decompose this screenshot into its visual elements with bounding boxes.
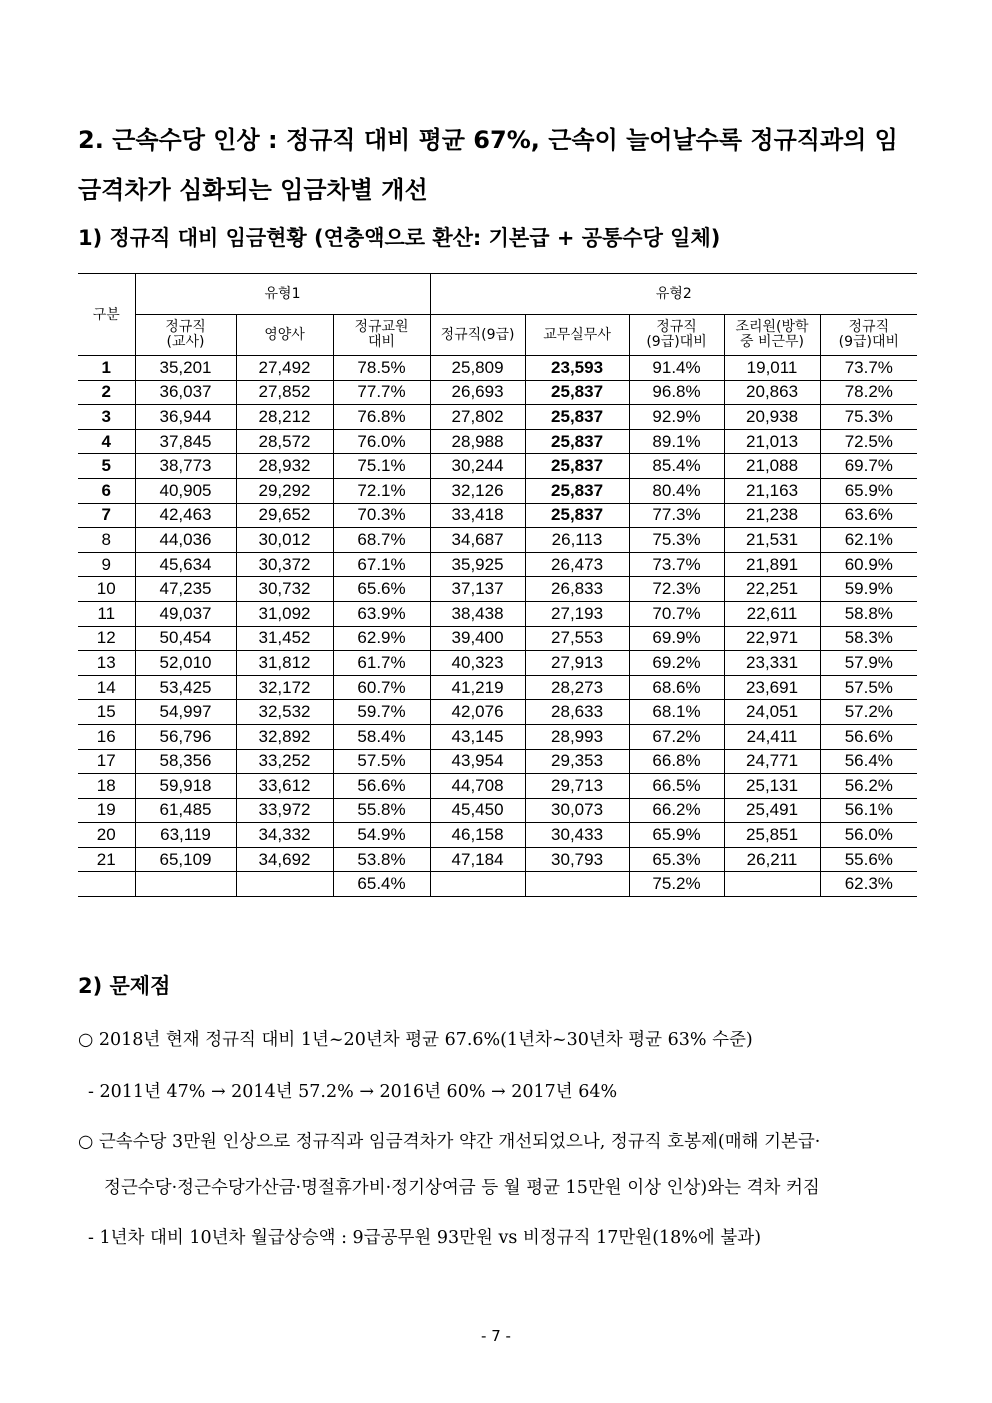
table-cell: 56.1% [820, 798, 917, 823]
table-cell: 47,184 [430, 847, 525, 872]
table-cell: 61.7% [333, 651, 430, 676]
column-header-line: 조리원(방학 [735, 319, 809, 335]
table-cell: 67.1% [333, 552, 430, 577]
table-cell: 46,158 [430, 823, 525, 848]
year-cell: 21 [78, 847, 135, 872]
table-cell: 77.3% [629, 503, 724, 528]
table-cell: 65,109 [135, 847, 236, 872]
table-cell: 65.3% [629, 847, 724, 872]
page-number: - 7 - [481, 1327, 511, 1345]
year-cell: 15 [78, 700, 135, 725]
table-cell: 32,126 [430, 478, 525, 503]
table-cell: 26,211 [724, 847, 820, 872]
column-header [333, 315, 430, 356]
year-cell: 8 [78, 528, 135, 553]
table-cell: 58,356 [135, 749, 236, 774]
table-cell: 26,473 [525, 552, 629, 577]
table-cell: 23,331 [724, 651, 820, 676]
table-cell: 32,892 [236, 724, 333, 749]
table-cell: 85.4% [629, 454, 724, 479]
table-cell: 66.5% [629, 774, 724, 799]
table-cell: 42,076 [430, 700, 525, 725]
table-cell: 50,454 [135, 626, 236, 651]
table-cell: 25,837 [525, 454, 629, 479]
table-cell: 70.3% [333, 503, 430, 528]
year-cell: 6 [78, 478, 135, 503]
table-cell: 62.9% [333, 626, 430, 651]
table-cell: 25,131 [724, 774, 820, 799]
table-cell: 72.1% [333, 478, 430, 503]
table-cell: 42,463 [135, 503, 236, 528]
table-row [78, 675, 917, 700]
year-cell: 9 [78, 552, 135, 577]
table-cell: 55.6% [820, 847, 917, 872]
table-cell: 35,201 [135, 356, 236, 381]
table-row [78, 700, 917, 725]
column-header [724, 315, 820, 356]
table-row [78, 724, 917, 749]
table-row [78, 601, 917, 626]
table-cell: 22,971 [724, 626, 820, 651]
table-cell: 60.7% [333, 675, 430, 700]
table-cell: 28,988 [430, 429, 525, 454]
table-cell: 28,212 [236, 405, 333, 430]
table-cell: 24,051 [724, 700, 820, 725]
table-cell: 23,593 [525, 356, 629, 381]
column-header [525, 315, 629, 356]
table-cell: 29,292 [236, 478, 333, 503]
table-cell: 29,353 [525, 749, 629, 774]
table-cell: 21,013 [724, 429, 820, 454]
problem-point-2-detail: - 1년차 대비 10년차 월급상승액 : 9급공무원 93만원 vs 비정규직 17만원(18%에 불과) [88, 1228, 762, 1248]
table-cell: 21,891 [724, 552, 820, 577]
table-cell: 75.3% [629, 528, 724, 553]
average-row [78, 872, 917, 897]
table-cell: 59,918 [135, 774, 236, 799]
corner-header: 구분 [78, 274, 135, 356]
column-header-line: 정규직(9급) [440, 326, 515, 343]
table-row [78, 651, 917, 676]
table-cell: 21,163 [724, 478, 820, 503]
year-cell: 14 [78, 675, 135, 700]
table-cell: 69.2% [629, 651, 724, 676]
year-cell: 19 [78, 798, 135, 823]
table-cell: 68.6% [629, 675, 724, 700]
average-cell [525, 872, 629, 897]
table-cell: 62.1% [820, 528, 917, 553]
table-cell: 33,418 [430, 503, 525, 528]
table-cell: 34,692 [236, 847, 333, 872]
table-cell: 38,438 [430, 601, 525, 626]
table-cell: 53.8% [333, 847, 430, 872]
table-row [78, 577, 917, 602]
table-cell: 30,012 [236, 528, 333, 553]
table-cell: 57.5% [333, 749, 430, 774]
table-cell: 25,851 [724, 823, 820, 848]
table-cell: 30,732 [236, 577, 333, 602]
year-cell: 5 [78, 454, 135, 479]
table-cell: 57.2% [820, 700, 917, 725]
table-cell: 26,113 [525, 528, 629, 553]
average-cell [724, 872, 820, 897]
table-cell: 40,905 [135, 478, 236, 503]
column-header [135, 315, 236, 356]
table-cell: 22,611 [724, 601, 820, 626]
table-cell: 37,845 [135, 429, 236, 454]
table-cell: 22,251 [724, 577, 820, 602]
table-cell: 34,687 [430, 528, 525, 553]
table-cell: 69.9% [629, 626, 724, 651]
year-cell: 3 [78, 405, 135, 430]
year-cell: 1 [78, 356, 135, 381]
table-cell: 60.9% [820, 552, 917, 577]
column-header-line: 정규직 [848, 319, 890, 335]
year-cell: 2 [78, 380, 135, 405]
table-cell: 45,634 [135, 552, 236, 577]
table-cell: 96.8% [629, 380, 724, 405]
table-cell: 36,944 [135, 405, 236, 430]
table-cell: 20,863 [724, 380, 820, 405]
table-cell: 19,011 [724, 356, 820, 381]
table-cell: 63.9% [333, 601, 430, 626]
table-cell: 31,452 [236, 626, 333, 651]
table-cell: 28,572 [236, 429, 333, 454]
table-cell: 28,993 [525, 724, 629, 749]
table-cell: 30,073 [525, 798, 629, 823]
table-cell: 54,997 [135, 700, 236, 725]
table-cell: 73.7% [629, 552, 724, 577]
table-cell: 36,037 [135, 380, 236, 405]
average-cell [236, 872, 333, 897]
table-cell: 76.0% [333, 429, 430, 454]
table-cell: 38,773 [135, 454, 236, 479]
table-cell: 43,145 [430, 724, 525, 749]
table-cell: 65.6% [333, 577, 430, 602]
table-cell: 43,954 [430, 749, 525, 774]
year-cell: 11 [78, 601, 135, 626]
table-cell: 57.5% [820, 675, 917, 700]
group-header-type1: 유형1 [135, 274, 430, 315]
table-cell: 75.3% [820, 405, 917, 430]
column-header-line: 중 비근무) [740, 334, 805, 350]
wage-comparison-table [78, 273, 917, 897]
average-cell [430, 872, 525, 897]
table-cell: 24,411 [724, 724, 820, 749]
table-cell: 56.0% [820, 823, 917, 848]
table-cell: 26,833 [525, 577, 629, 602]
table-cell: 30,433 [525, 823, 629, 848]
average-cell: 65.4% [333, 872, 430, 897]
table-cell: 27,802 [430, 405, 525, 430]
table-cell: 28,273 [525, 675, 629, 700]
table-cell: 92.9% [629, 405, 724, 430]
table-cell: 28,932 [236, 454, 333, 479]
table-cell: 30,793 [525, 847, 629, 872]
table-row [78, 380, 917, 405]
table-cell: 54.9% [333, 823, 430, 848]
average-cell: 75.2% [629, 872, 724, 897]
column-header [629, 315, 724, 356]
table-cell: 58.8% [820, 601, 917, 626]
table-cell: 47,235 [135, 577, 236, 602]
table-cell: 25,837 [525, 429, 629, 454]
table-cell: 72.5% [820, 429, 917, 454]
table-cell: 25,837 [525, 478, 629, 503]
table-cell: 44,036 [135, 528, 236, 553]
table-cell: 61,485 [135, 798, 236, 823]
table-cell: 33,612 [236, 774, 333, 799]
table-cell: 25,809 [430, 356, 525, 381]
year-cell: 17 [78, 749, 135, 774]
group-header-type2: 유형2 [430, 274, 917, 315]
table-cell: 75.1% [333, 454, 430, 479]
table-cell: 35,925 [430, 552, 525, 577]
year-cell: 10 [78, 577, 135, 602]
table-cell: 69.7% [820, 454, 917, 479]
column-header [236, 315, 333, 356]
average-cell: 62.3% [820, 872, 917, 897]
problem-point-1: ○ 2018년 현재 정규직 대비 1년~20년차 평균 67.6%(1년차~30년차 평균 63% 수준) [78, 1030, 753, 1050]
table-cell: 63.6% [820, 503, 917, 528]
table-cell: 21,531 [724, 528, 820, 553]
table-cell: 56.6% [820, 724, 917, 749]
table-row [78, 478, 917, 503]
table-cell: 33,972 [236, 798, 333, 823]
table-cell: 70.7% [629, 601, 724, 626]
table-cell: 89.1% [629, 429, 724, 454]
table-cell: 78.5% [333, 356, 430, 381]
table-cell: 67.2% [629, 724, 724, 749]
table-row [78, 552, 917, 577]
table-cell: 28,633 [525, 700, 629, 725]
table-cell: 58.3% [820, 626, 917, 651]
average-cell [78, 872, 135, 897]
table-cell: 56.6% [333, 774, 430, 799]
table-cell: 66.8% [629, 749, 724, 774]
column-header [820, 315, 917, 356]
table-cell: 25,837 [525, 380, 629, 405]
table-cell: 76.8% [333, 405, 430, 430]
table-cell: 25,837 [525, 503, 629, 528]
column-header-line: 교무실무사 [543, 326, 611, 343]
table-cell: 52,010 [135, 651, 236, 676]
year-cell: 16 [78, 724, 135, 749]
table-cell: 21,088 [724, 454, 820, 479]
table-row [78, 847, 917, 872]
average-cell [135, 872, 236, 897]
table-cell: 59.9% [820, 577, 917, 602]
table-cell: 27,193 [525, 601, 629, 626]
year-cell: 12 [78, 626, 135, 651]
table-row [78, 503, 917, 528]
table-cell: 40,323 [430, 651, 525, 676]
table-cell: 34,332 [236, 823, 333, 848]
table-cell: 56.4% [820, 749, 917, 774]
table-cell: 80.4% [629, 478, 724, 503]
column-header [430, 315, 525, 356]
table-cell: 30,244 [430, 454, 525, 479]
table-cell: 25,837 [525, 405, 629, 430]
table-cell: 27,553 [525, 626, 629, 651]
year-cell: 18 [78, 774, 135, 799]
table-cell: 77.7% [333, 380, 430, 405]
table-row [78, 405, 917, 430]
table-cell: 78.2% [820, 380, 917, 405]
year-cell: 20 [78, 823, 135, 848]
table-row [78, 454, 917, 479]
table-cell: 27,852 [236, 380, 333, 405]
problem-point-2-continued: 정근수당·정근수당가산금·명절휴가비·정기상여금 등 월 평균 15만원 이상 인상)와는 격차 커짐 [104, 1178, 820, 1198]
table-cell: 66.2% [629, 798, 724, 823]
table-cell: 68.1% [629, 700, 724, 725]
table-row [78, 798, 917, 823]
table-cell: 30,372 [236, 552, 333, 577]
table-cell: 55.8% [333, 798, 430, 823]
table-cell: 44,708 [430, 774, 525, 799]
table-cell: 91.4% [629, 356, 724, 381]
table-cell: 68.7% [333, 528, 430, 553]
table-cell: 59.7% [333, 700, 430, 725]
table-cell: 53,425 [135, 675, 236, 700]
year-cell: 7 [78, 503, 135, 528]
column-header-line: 정규직 [165, 319, 206, 335]
table-cell: 33,252 [236, 749, 333, 774]
table-cell: 65.9% [820, 478, 917, 503]
problem-point-1-detail: - 2011년 47% → 2014년 57.2% → 2016년 60% → 2017년 64% [88, 1082, 618, 1102]
table-cell: 24,771 [724, 749, 820, 774]
year-cell: 13 [78, 651, 135, 676]
table-cell: 63,119 [135, 823, 236, 848]
table-cell: 32,172 [236, 675, 333, 700]
table-row [78, 528, 917, 553]
table-cell: 56.2% [820, 774, 917, 799]
section-heading-line1: 2. 근속수당 인상 : 정규직 대비 평균 67%, 근속이 늘어날수록 정규직과의 임 [78, 126, 898, 154]
table-cell: 32,532 [236, 700, 333, 725]
table-cell: 72.3% [629, 577, 724, 602]
table-cell: 49,037 [135, 601, 236, 626]
table-row [78, 749, 917, 774]
table-cell: 20,938 [724, 405, 820, 430]
column-header-line: (교사) [166, 334, 205, 350]
table-cell: 65.9% [629, 823, 724, 848]
table-cell: 57.9% [820, 651, 917, 676]
table-cell: 45,450 [430, 798, 525, 823]
problem-point-2: ○ 근속수당 3만원 인상으로 정규직과 임금격차가 약간 개선되었으나, 정규직 호봉제(매해 기본급· [78, 1132, 821, 1152]
table-row [78, 356, 917, 381]
table-cell: 29,713 [525, 774, 629, 799]
problems-title: 2) 문제점 [78, 974, 171, 998]
table-cell: 27,913 [525, 651, 629, 676]
section-heading-line2: 금격차가 심화되는 임금차별 개선 [78, 176, 428, 204]
table-cell: 56,796 [135, 724, 236, 749]
wage-status-title: 1) 정규직 대비 임금현황 (연충액으로 환산: 기본급 + 공통수당 일체) [78, 226, 721, 250]
column-header-line: 대비 [367, 334, 396, 350]
table-cell: 37,137 [430, 577, 525, 602]
table-cell: 39,400 [430, 626, 525, 651]
table-cell: 27,492 [236, 356, 333, 381]
column-header-line: (9급)대비 [646, 334, 707, 350]
table-row [78, 774, 917, 799]
column-header-line: (9급)대비 [838, 334, 900, 350]
table-cell: 31,812 [236, 651, 333, 676]
table-cell: 58.4% [333, 724, 430, 749]
column-header-line: 영양사 [264, 326, 305, 343]
column-header-line: 정규직 [656, 319, 697, 335]
table-row [78, 626, 917, 651]
table-row [78, 823, 917, 848]
table-row [78, 429, 917, 454]
table-cell: 21,238 [724, 503, 820, 528]
table-cell: 41,219 [430, 675, 525, 700]
table-cell: 26,693 [430, 380, 525, 405]
column-header-line: 정규교원 [354, 319, 409, 335]
year-cell: 4 [78, 429, 135, 454]
table-cell: 31,092 [236, 601, 333, 626]
table-cell: 23,691 [724, 675, 820, 700]
table-cell: 73.7% [820, 356, 917, 381]
table-cell: 25,491 [724, 798, 820, 823]
table-cell: 29,652 [236, 503, 333, 528]
